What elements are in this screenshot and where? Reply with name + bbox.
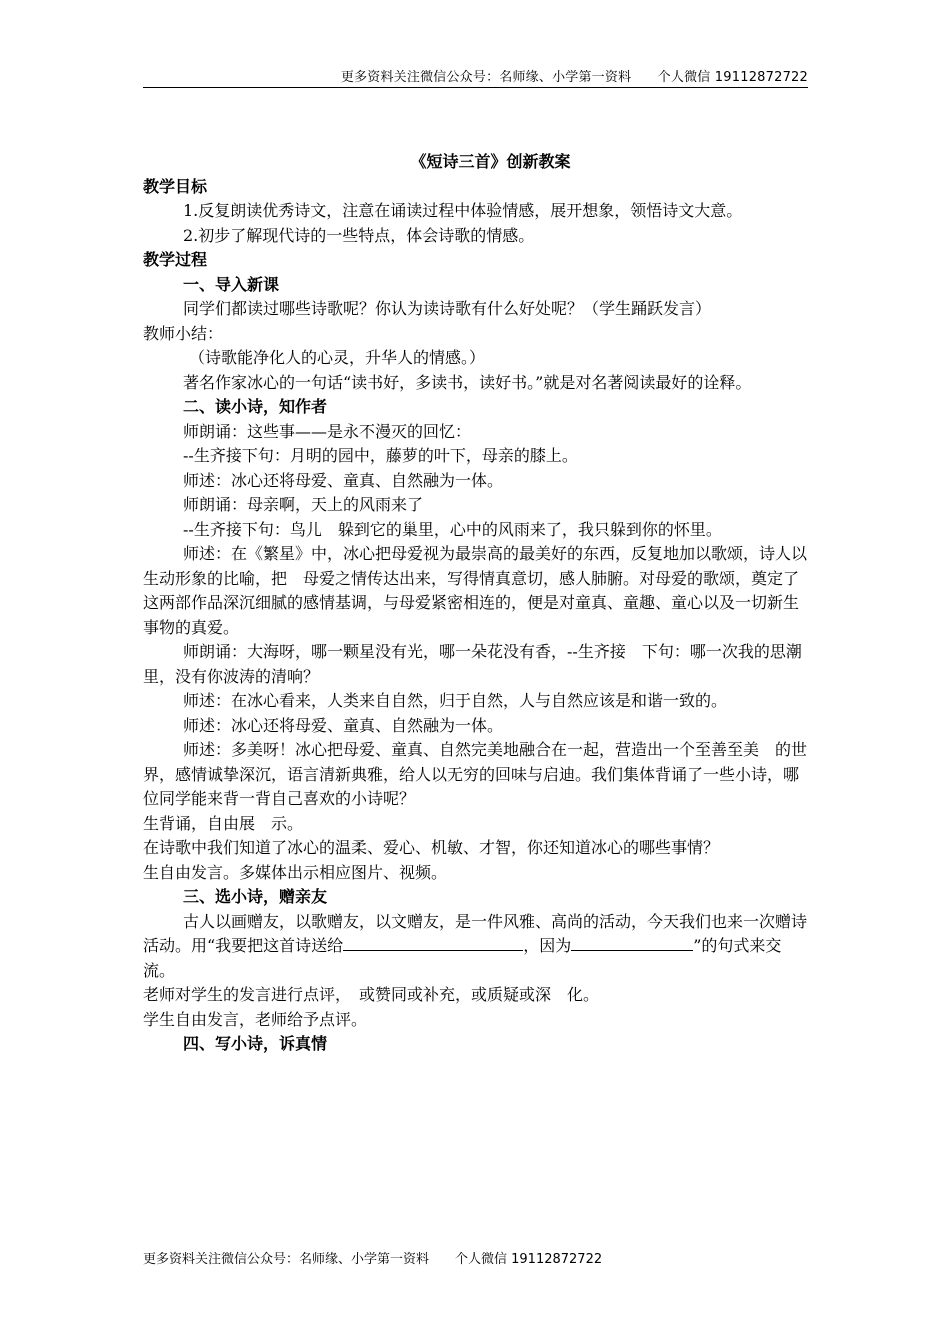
paragraph: （诗歌能净化人的心灵，升华人的情感。） bbox=[189, 348, 486, 367]
paragraph: 师述：冰心还将母爱、童真、自然融为一体。 bbox=[183, 470, 504, 490]
goal-heading: 教学目标 bbox=[143, 176, 208, 196]
section-4-heading: 四、写小诗，诉真情 bbox=[183, 1034, 328, 1053]
paragraph: 师朗诵：母亲啊，天上的风雨来了 bbox=[183, 495, 424, 514]
goal-item-2: 2.初步了解现代诗的一些特点，体会诗歌的情感。 bbox=[183, 225, 535, 245]
page-header: 更多资料关注微信公众号：名师缘、小学第一资料 个人微信 19112872722 bbox=[340, 70, 808, 85]
header-divider bbox=[143, 87, 808, 88]
paragraph: 师述：在冰心看来，人类来自自然，归于自然，人与自然应该是和谐一致的。 bbox=[183, 691, 728, 710]
paragraph bbox=[143, 910, 808, 984]
goal-item-1: 1.反复朗读优秀诗文，注意在诵读过程中体验情感，展开想象，领悟诗文大意。 bbox=[183, 201, 743, 220]
document-title: 《短诗三首》创新教案 bbox=[410, 152, 571, 171]
paragraph: 在诗歌中我们知道了冰心的温柔、爱心、机敏、才智，你还知道冰心的哪些事情？ bbox=[143, 838, 720, 857]
paragraph: 师述：在《繁星》中，冰心把母爱视为最崇高的最美好的东西，反复地加以歌颂，诗人以生动形象的比喻，把 母爱之情传达出来，写得情真意切，感人肺腑。对母爱的歌颂，奠定了这两部作品深沉细腻的感情基调，与母爱紧密相连的，便是对童真、童趣、童心以及一切新生事物的真爱。 bbox=[143, 544, 808, 637]
fill-blank bbox=[571, 934, 693, 951]
paragraph: --生齐接下句：鸟儿 躲到它的巢里，心中的风雨来了，我只躲到你的怀里。 bbox=[183, 519, 722, 539]
paragraph: --生齐接下句：月明的园中，藤萝的叶下，母亲的膝上。 bbox=[183, 446, 578, 465]
paragraph: 同学们都读过哪些诗歌呢？你认为读诗歌有什么好处呢？（学生踊跃发言） bbox=[183, 299, 712, 318]
fill-blank bbox=[343, 934, 523, 951]
paragraph: 师朗诵：大海呀，哪一颗星没有光，哪一朵花没有香，--生齐接 下句：哪一次我的思潮里，没有你波涛的清响？ bbox=[143, 642, 802, 686]
sentence-part: ”的句式来交流。 bbox=[143, 936, 782, 980]
paragraph: 学生自由发言，老师给予点评。 bbox=[143, 1009, 368, 1029]
section-2-heading: 二、读小诗，知作者 bbox=[183, 397, 328, 416]
page-footer: 更多资料关注微信公众号：名师缘、小学第一资料 个人微信 19112872722 bbox=[143, 1252, 603, 1267]
paragraph: 生背诵，自由展 示。 bbox=[143, 813, 304, 833]
paragraph: 师述：多美呀！冰心把母爱、童真、自然完美地融合在一起，营造出一个至善至美 的世界，感情诚挚深沉，语言清新典雅，给人以无穷的回味与启迪。我们集体背诵了一些小诗，哪位同学能来背一背自己喜欢的小诗呢？ bbox=[143, 740, 808, 808]
paragraph: 生自由发言。多媒体出示相应图片、视频。 bbox=[143, 862, 448, 882]
document-body bbox=[143, 150, 808, 1057]
paragraph: 老师对学生的发言进行点评， 或赞同或补充，或质疑或深 化。 bbox=[143, 985, 600, 1004]
paragraph: 师述：冰心还将母爱、童真、自然融为一体。 bbox=[183, 715, 504, 735]
process-heading: 教学过程 bbox=[143, 250, 208, 269]
sentence-part: 古人以画赠友，以歌赠友，以文赠友，是一件风雅、高尚的活动，今天我们也来一次赠诗活动。用“我要把这首诗送给 bbox=[143, 911, 808, 955]
section-3-heading: 三、选小诗，赠亲友 bbox=[183, 887, 328, 906]
sentence-part: ，因为 bbox=[523, 936, 572, 955]
paragraph: 著名作家冰心的一句话“读书好，多读书，读好书。”就是对名著阅读最好的诠释。 bbox=[183, 372, 752, 392]
paragraph: 教师小结： bbox=[143, 323, 224, 343]
section-1-heading: 一、导入新课 bbox=[183, 274, 280, 294]
paragraph: 师朗诵：这些事——是永不漫灭的回忆： bbox=[183, 421, 472, 441]
